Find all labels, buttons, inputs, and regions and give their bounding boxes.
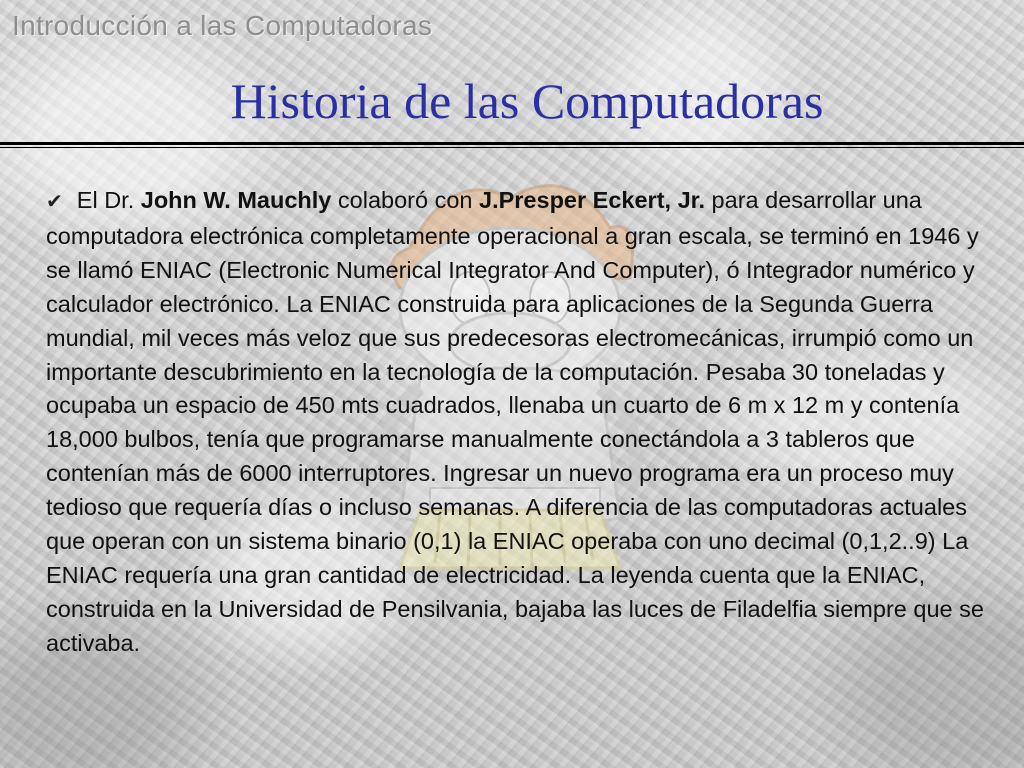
mauchly-name: John W. Mauchly: [140, 187, 332, 213]
eckert-name: J.Presper Eckert, Jr.: [479, 187, 706, 213]
paragraph-text-a: El Dr.: [76, 187, 141, 213]
checkmark-icon: ✔: [46, 191, 63, 213]
bullet-paragraph: [46, 184, 996, 661]
slide-title: Historia de las Computadoras: [230, 73, 824, 129]
paragraph-text-b: colaboró con: [331, 187, 480, 213]
header-label: Introducción a las Computadoras: [12, 10, 433, 41]
title-divider-thin: [0, 147, 1024, 148]
title-divider: [0, 142, 1024, 145]
paragraph-text-c: para desarrollar una computadora electrónica completamente operacional a gran escala, se terminó en 1946 y se llamó ENIAC (Electronic Numerical Integrator And Computer), ó Integrador numérico y calculador electrónico. La ENIAC construida para aplicaciones de la Segunda Guerra mundial, mil veces más veloz que sus predecesoras electromecánicas, irrumpió como un importante descubrimiento en la tecnología de la computación. Pesaba 30 toneladas y ocupaba un espacio de 450 mts cuadrados, llenaba un cuarto de 6 m x 12 m y contenía 18,000 bulbos, tenía que programarse manualmente conectándola a 3 tableros que contenían más de 6000 interruptores. Ingresar un nuevo programa era un proceso muy tedioso que requería días o incluso semanas. A diferencia de las computadoras actuales que operan con un sistema binario (0,1) la ENIAC operaba con uno decimal (0,1,2..9) La ENIAC requería una gran cantidad de electricidad. La leyenda cuenta que la ENIAC, construida en la Universidad de Pensilvania, bajaba las luces de Filadelfia siempre que se activaba.: [46, 187, 984, 656]
